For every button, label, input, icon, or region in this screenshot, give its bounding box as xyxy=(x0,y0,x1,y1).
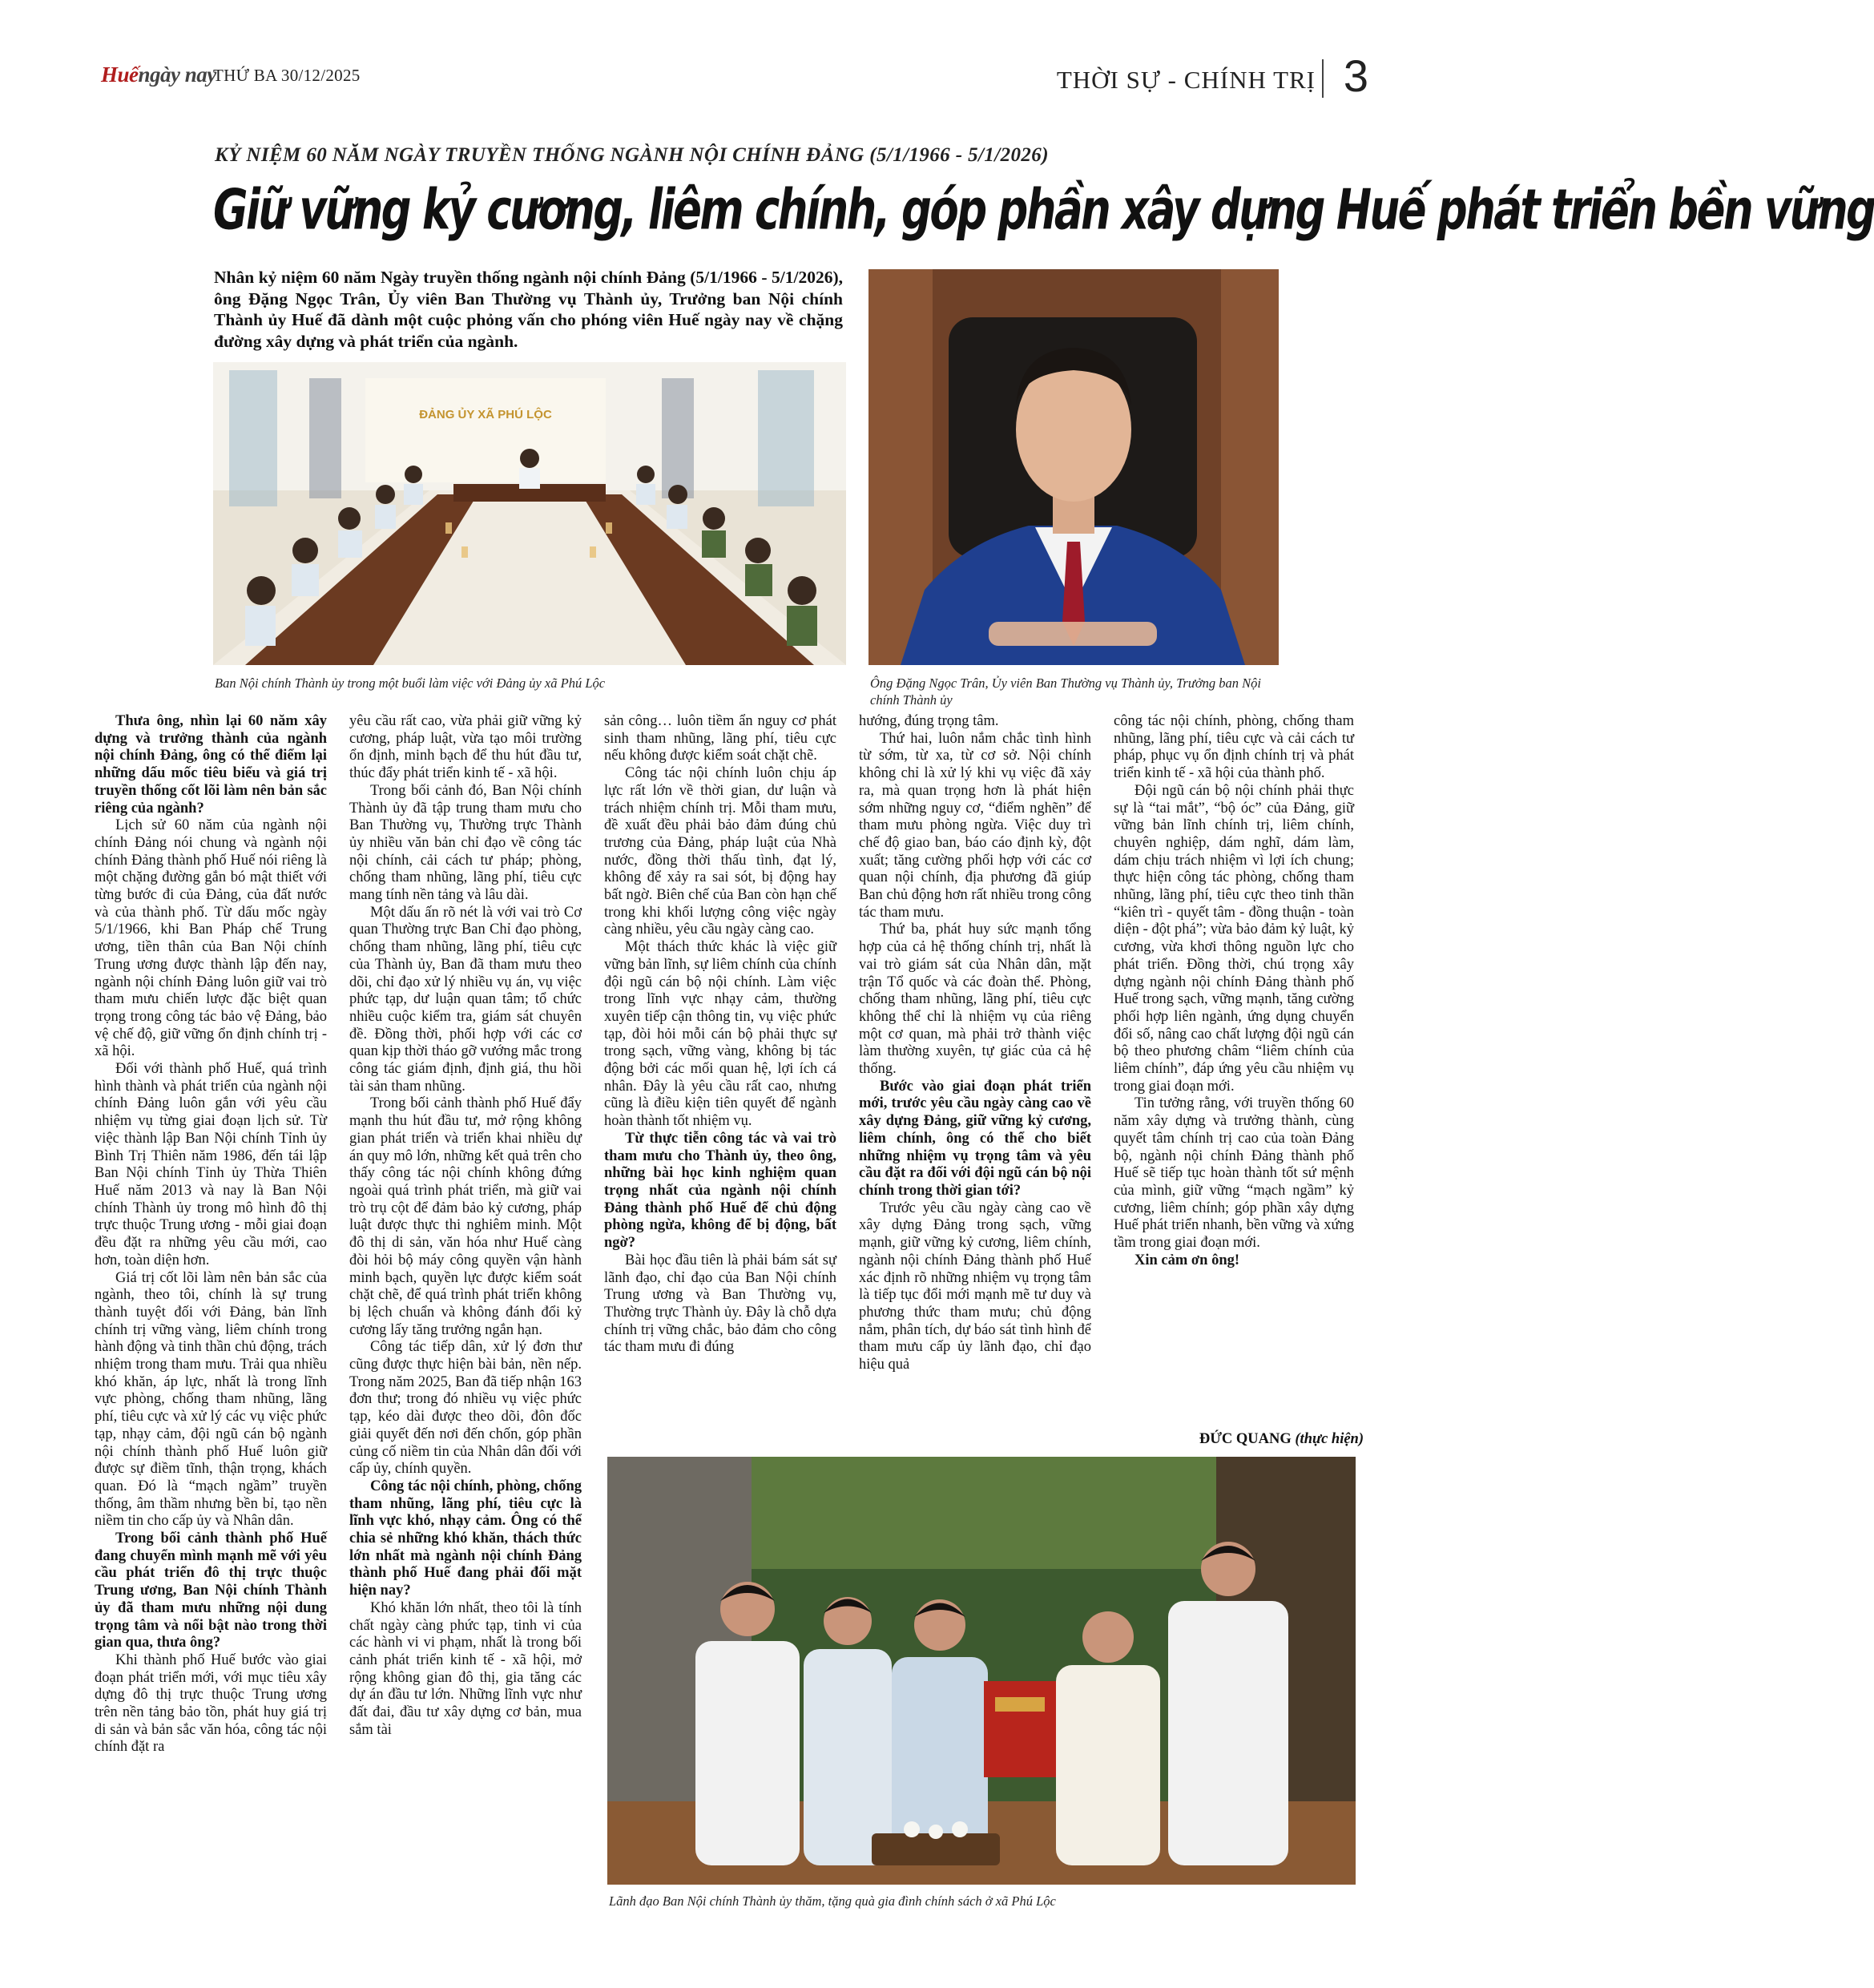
interview-answer: Khi thành phố Huế bước vào giai đoạn phát triển mới, với mục tiêu xây dựng đô thị trực thuộc Trung ương trên nền tảng bảo tồn, phát huy giá trị di sản và bản sắc văn hóa, công tác nội chính đặt ra xyxy=(95,1651,327,1756)
interview-question: Từ thực tiễn công tác và vai trò tham mưu cho Thành ủy, theo ông, những bài học kinh nghiệm quan trọng nhất của ngành nội chính Đảng thành phố Huế để chủ động phòng ngừa, không để bị động, bất ngờ? xyxy=(604,1130,836,1252)
interview-question: Trong bối cảnh thành phố Huế đang chuyển mình mạnh mẽ với yêu cầu phát triển đô thị trực thuộc Trung ương, Ban Nội chính Thành ủy đã tham mưu những nội dung trọng tâm và nổi bật nào trong thời gian qua, thưa ông? xyxy=(95,1530,327,1651)
interview-answer: Thứ ba, phát huy sức mạnh tổng hợp của cả hệ thống chính trị, nhất là vai trò giám sát của Nhân dân, mặt trận Tổ quốc và các đoàn thể. Phòng, chống tham nhũng, lãng phí, tiêu cực không thể chỉ là nhiệm vụ của riêng một cơ quan, mà phải trở thành việc làm thường xuyên, tự giác của cả hệ thống. xyxy=(859,921,1091,1078)
article-kicker: KỶ NIỆM 60 NĂM NGÀY TRUYỀN THỐNG NGÀNH NỘI CHÍNH ĐẢNG (5/1/1966 - 5/1/2026) xyxy=(215,144,1049,166)
byline: ĐỨC QUANG (thực hiện) xyxy=(1199,1431,1364,1447)
meeting-sign: ĐẢNG ỦY XÃ PHÚ LỘC xyxy=(419,408,552,421)
header-divider xyxy=(1322,59,1324,98)
article-headline: Giữ vững kỷ cương, liêm chính, góp phần xây dựng Huế phát triển bền vững xyxy=(213,178,1874,243)
issue-date: THỨ BA 30/12/2025 xyxy=(213,66,361,85)
portrait-photo xyxy=(868,269,1279,665)
interview-answer: Lịch sử 60 năm của ngành nội chính Đảng nói chung và ngành nội chính Đảng thành phố Huế nói riêng là một chặng đường gắn bó mật thiết với từng bước đi của Đảng, của đất nước và của thành phố. Từ dấu mốc ngày 5/1/1966, khi Ban Pháp chế Trung ương, tiền thân của Ban Nội chính Trung ương được thành lập đến nay, ngành nội chính Đảng luôn giữ vai trò tham mưu chiến lược đặc biệt quan trọng trong công tác bảo vệ Đảng, bảo vệ chế độ, giữ vững ổn định chính trị - xã hội. xyxy=(95,817,327,1060)
text-column-2 xyxy=(349,713,582,1739)
interview-answer: Tin tưởng rằng, với truyền thống 60 năm xây dựng và trưởng thành, cùng quyết tâm chính trị cao của toàn Đảng bộ, ngành nội chính Đảng thành phố Huế sẽ tiếp tục hoàn thành tốt sứ mệnh của mình, giữ vững “mạch ngầm” kỷ cương, liêm chính; góp phần xây dựng Huế phát triển nhanh, bền vững và xứng tầm trong giai đoạn mới. xyxy=(1114,1095,1354,1252)
interview-answer: Trong bối cảnh thành phố Huế đẩy mạnh thu hút đầu tư, mở rộng không gian phát triển và triển khai nhiều dự án quy mô lớn, những kết quả trên cho thấy công tác nội chính không đứng ngoài quá trình phát triển, mà giữ vai trò trụ cột để đảm bảo kỷ cương, pháp luật được thực thi nghiêm minh. Một đô thị di sản, văn hóa như Huế càng đòi hỏi bộ máy công quyền vận hành minh bạch, quyền lực được kiểm soát chặt chẽ, để quá trình phát triển không bị lệch chuẩn và không đánh đổi kỷ cương lấy tăng trưởng ngắn hạn. xyxy=(349,1095,582,1338)
interview-answer: Đối với thành phố Huế, quá trình hình thành và phát triển của ngành nội chính Đảng luôn gắn với yêu cầu nhiệm vụ từng giai đoạn lịch sử. Từ việc thành lập Ban Nội chính Tỉnh ủy Bình Trị Thiên năm 1986, đến tái lập Ban Nội chính Tỉnh ủy Thừa Thiên Huế năm 2013 và nay là Ban Nội chính Thành ủy trong mô hình đô thị trực thuộc Trung ương - mỗi giai đoạn đều đặt ra những yêu cầu mới, cao hơn, toàn diện hơn. xyxy=(95,1061,327,1268)
section-title: THỜI SỰ - CHÍNH TRỊ xyxy=(1056,66,1316,94)
interview-question: Thưa ông, nhìn lại 60 năm xây dựng và trưởng thành của ngành nội chính Đảng, ông có thể điểm lại những dấu mốc tiêu biểu và giá trị truyền thống cốt lõi làm nên bản sắc riêng của ngành? xyxy=(95,713,327,817)
text-column-1 xyxy=(95,713,327,1756)
interview-answer: Công tác tiếp dân, xử lý đơn thư cũng được thực hiện bài bản, nền nếp. Trong năm 2025, Ban đã tiếp nhận 163 đơn thư; trong đó nhiều vụ việc phức tạp, kéo dài được theo dõi, đôn đốc giải quyết đến nơi đến chốn, góp phần củng cố niềm tin của Nhân dân đối với cấp ủy, chính quyền. xyxy=(349,1339,582,1478)
interview-answer: Một thách thức khác là việc giữ vững bản lĩnh, sự liêm chính của chính đội ngũ cán bộ nội chính. Làm việc trong lĩnh vực nhạy cảm, thường xuyên tiếp cận thông tin, vụ việc phức tạp, đòi hỏi mỗi cán bộ phải thực sự trong sạch, vững vàng, không bị tác động bởi các mối quan hệ, lợi ích cá nhân. Đây là yêu cầu rất cao, nhưng cũng là điều kiện tiên quyết để ngành hoàn thành tốt nhiệm vụ. xyxy=(604,939,836,1130)
text-column-5 xyxy=(1114,713,1354,1270)
interview-question: Xin cảm ơn ông! xyxy=(1134,1252,1240,1268)
interview-answer: Khó khăn lớn nhất, theo tôi là tính chất ngày càng phức tạp, tinh vi của các hành vi vi phạm, nhất là trong bối cảnh phát triển kinh tế - xã hội, mở rộng không gian đô thị, gia tăng các dự án đầu tư lớn. Những lĩnh vực như đất đai, đầu tư xây dựng cơ bản, mua sắm tài xyxy=(349,1599,582,1738)
interview-answer: hướng, đúng trọng tâm. xyxy=(859,713,999,729)
interview-answer: Một dấu ấn rõ nét là với vai trò Cơ quan Thường trực Ban Chỉ đạo phòng, chống tham nhũng, lãng phí, tiêu cực của Thành ủy, Ban đã tham mưu theo dõi, chỉ đạo xử lý nhiều vụ án, vụ việc phức tạp, dư luận quan tâm; tổ chức nhiều cuộc kiểm tra, giám sát chuyên đề. Đồng thời, phối hợp với các cơ quan kịp thời tháo gỡ vướng mắc trong công tác giám định, định giá, thu hồi tài sản tham nhũng. xyxy=(349,904,582,1095)
portrait-caption: Ông Đặng Ngọc Trân, Ủy viên Ban Thường vụ Thành ủy, Trưởng ban Nội chính Thành ủy xyxy=(870,675,1261,708)
interview-answer: công tác nội chính, phòng, chống tham nhũng, lãng phí, tiêu cực và cải cách tư pháp, phục vụ ổn định chính trị và phát triển kinh tế - xã hội của thành phố. xyxy=(1114,713,1354,782)
interview-answer: Bài học đầu tiên là phải bám sát sự lãnh đạo, chỉ đạo của Ban Nội chính Trung ương và Ban Thường vụ, Thường trực Thành ủy. Đây là chỗ dựa chính trị vững chắc, bảo đảm cho công tác tham mưu đi đúng xyxy=(604,1252,836,1356)
interview-answer: Công tác nội chính luôn chịu áp lực rất lớn về thời gian, dư luận và trách nhiệm chính trị. Mỗi tham mưu, đề xuất đều phải bảo đảm đúng chủ trương của Đảng, pháp luật của Nhà nước, đồng thời thấu tình, đạt lý, không để xảy ra sai sót, bị động hay bất ngờ. Biên chế của Ban còn hạn chế trong khi khối lượng công việc ngày càng nhiều, yêu cầu ngày càng cao. xyxy=(604,765,836,938)
interview-answer: Giá trị cốt lõi làm nên bản sắc của ngành, theo tôi, chính là sự trung thành tuyệt đối với Đảng, bản lĩnh chính trị vững vàng, liêm chính trong hành động và tinh thần chủ động, trách nhiệm trong tham mưu. Trải qua nhiều khó khăn, áp lực, nhất là trong lĩnh vực phòng, chống tham nhũng, lãng phí, tiêu cực và xử lý các vụ việc phức tạp, nhạy cảm, đội ngũ cán bộ ngành nội chính thành phố Huế luôn giữ được sự điềm tĩnh, thận trọng, khách quan. Đó là “mạch ngầm” truyền thống, âm thầm nhưng bền bỉ, tạo nền niềm tin cho cấp ủy và Nhân dân. xyxy=(95,1269,327,1530)
visit-photo xyxy=(607,1457,1356,1885)
interview-question: Bước vào giai đoạn phát triển mới, trước yêu cầu ngày càng cao về xây dựng Đảng, giữ vững kỷ cương, liêm chính, ông có thể cho biết những nhiệm vụ trọng tâm và yêu cầu đặt ra đối với đội ngũ cán bộ nội chính trong thời gian tới? xyxy=(859,1078,1091,1199)
visit-photo-caption: Lãnh đạo Ban Nội chính Thành ủy thăm, tặng quà gia đình chính sách ở xã Phú Lộc xyxy=(609,1893,1056,1909)
meeting-photo xyxy=(213,362,846,665)
interview-answer: Đội ngũ cán bộ nội chính phải thực sự là “tai mắt”, “bộ óc” của Đảng, giữ vững bản lĩnh chính trị, liêm chính, chuyên nghiệp, dám nghĩ, dám làm, dám chịu trách nhiệm vì lợi ích chung; thực hiện công tác phòng, chống tham nhũng, lãng phí, tiêu cực theo tinh thần “kiên trì - quyết tâm - đồng thuận - toàn diện - đột phá”; vừa bảo đảm kỷ luật, kỷ cương, vừa khơi thông nguồn lực cho phát triển. Đồng thời, chú trọng xây dựng ngành nội chính Đảng thành phố Huế trong sạch, vững mạnh, tăng cường phối hợp liên ngành, ứng dụng chuyển đổi số, nâng cao chất lượng đội ngũ cán bộ theo phương châm “liêm chính của liêm chính”, đáp ứng yêu cầu nhiệm vụ trong giai đoạn mới. xyxy=(1114,782,1354,1095)
interview-question: Công tác nội chính, phòng, chống tham nhũng, lãng phí, tiêu cực là lĩnh vực khó, nhạy cảm. Ông có thể chia sẻ những khó khăn, thách thức lớn nhất mà ngành nội chính Đảng thành phố Huế đang phải đối mặt hiện nay? xyxy=(349,1478,582,1599)
interview-answer: sản công… luôn tiềm ẩn nguy cơ phát sinh tham nhũng, lãng phí, tiêu cực nếu không được kiểm soát chặt chẽ. xyxy=(604,713,836,764)
interview-answer: Trước yêu cầu ngày càng cao về xây dựng Đảng trong sạch, vững mạnh, giữ vững kỷ cương, liêm chính, ngành nội chính Đảng thành phố Huế xác định rõ những nhiệm vụ trọng tâm là tiếp tục đổi mới mạnh mẽ tư duy và phương thức tham mưu; chủ động nắm, phân tích, dự báo sát tình hình để tham mưu cấp ủy lãnh đạo, chỉ đạo hiệu quả xyxy=(859,1200,1091,1373)
page-header xyxy=(95,50,1368,101)
text-column-4 xyxy=(859,713,1091,1374)
page-number: 3 xyxy=(1343,50,1368,101)
interview-answer: Thứ hai, luôn nắm chắc tình hình từ sớm, từ xa, từ cơ sở. Nội chính không chỉ là xử lý khi vụ việc đã xảy ra, mà quan trọng hơn là phát hiện sớm những nguy cơ, “điểm nghẽn” để tham mưu phòng ngừa. Việc duy trì chế độ giao ban, báo cáo định kỳ, đột xuất; tăng cường phối hợp với các cơ quan nội chính, địa phương đã giúp Ban chủ động hơn rất nhiều trong công tác tham mưu. xyxy=(859,730,1091,921)
newspaper-logo: Huếngày nay xyxy=(101,63,216,87)
interview-answer: yêu cầu rất cao, vừa phải giữ vững kỷ cương, pháp luật, vừa tạo môi trường ổn định, minh bạch để thu hút đầu tư, thúc đẩy phát triển kinh tế - xã hội. xyxy=(349,713,582,782)
text-column-3 xyxy=(604,713,836,1357)
meeting-photo-caption: Ban Nội chính Thành ủy trong một buổi làm việc với Đảng ủy xã Phú Lộc xyxy=(215,675,606,691)
interview-answer: Trong bối cảnh đó, Ban Nội chính Thành ủy đã tập trung tham mưu cho Ban Thường vụ, Thường trực Thành ủy nhiều văn bản chỉ đạo về công tác nội chính, cải cách tư pháp; phòng, chống tham nhũng, lãng phí, tiêu cực mang tính nền tảng và lâu dài. xyxy=(349,782,582,904)
article-sapo: Nhân kỷ niệm 60 năm Ngày truyền thống ngành nội chính Đảng (5/1/1966 - 5/1/2026), ông Đặng Ngọc Trân, Ủy viên Ban Thường vụ Thành ủy, Trưởng ban Nội chính Thành ủy Huế đã dành một cuộc phỏng vấn cho phóng viên Huế ngày nay về chặng đường xây dựng và phát triển của ngành. xyxy=(214,268,843,351)
